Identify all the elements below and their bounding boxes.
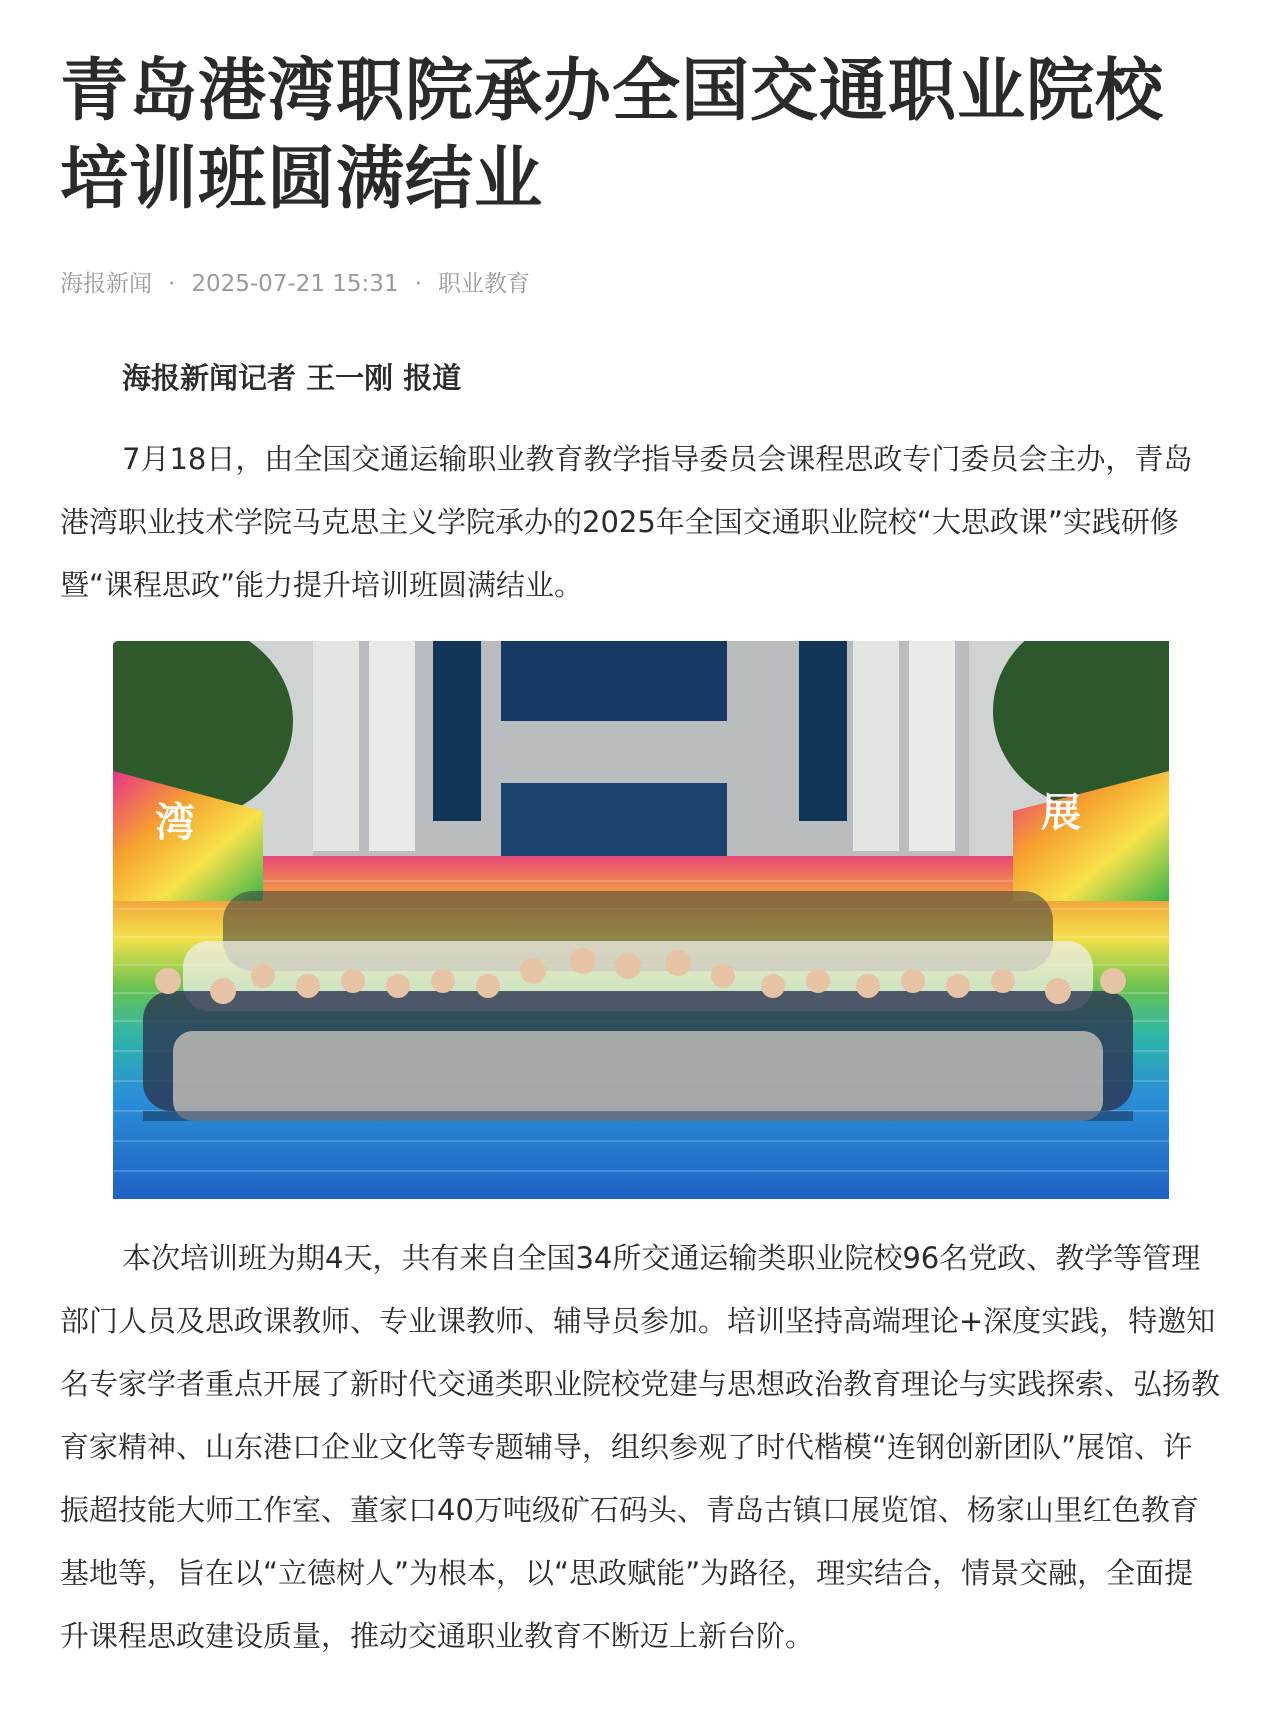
article-meta [60, 268, 1220, 300]
source-link[interactable]: 海报新闻 [60, 271, 152, 297]
category-link[interactable]: 职业教育 [437, 271, 530, 297]
article [60, 0, 1220, 1668]
group-of-people [143, 891, 1133, 1121]
meta-separator: · [168, 271, 176, 297]
meta-separator: · [414, 271, 422, 297]
article-paragraph: 7月18日，由全国交通运输职业教育教学指导委员会课程思政专门委员会主办，青岛港湾职业技术学院马克思主义学院承办的2025年全国交通职业院校“大思政课”实践研修暨“课程思政”能力提升培训班圆满结业。 [60, 442, 1193, 602]
article-paragraph: 本次培训班为期4天，共有来自全国34所交通运输类职业院校96名党政、教学等管理部门人员及思政课教师、专业课教师、辅导员参加。培训坚持高端理论+深度实践，特邀知名专家学者重点开展了新时代交通类职业院校党建与思想政治教育理论与实践探索、弘扬教育家精神、山东港口企业文化等专题辅导，组织参观了时代楷模“连钢创新团队”展馆、许振超技能大师工作室、董家口40万吨级矿石码头、青岛古镇口展览馆、杨家山里红色教育基地等，旨在以“立德树人”为根本，以“思政赋能”为路径，理实结合，情景交融，全面提升课程思政建设质量，推动交通职业教育不断迈上新台阶。 [60, 1241, 1221, 1653]
article-title: 青岛港湾职院承办全国交通职业院校培训班圆满结业 [60, 52, 1165, 219]
banner-right-text: 展 [1041, 790, 1081, 836]
publish-datetime: 2025-07-21 15:31 [191, 271, 399, 297]
banner-left-text: 湾 [155, 800, 195, 846]
group-photo [113, 641, 1169, 1199]
reporter-byline: 海报新闻记者 王一刚 报道 [122, 361, 462, 395]
